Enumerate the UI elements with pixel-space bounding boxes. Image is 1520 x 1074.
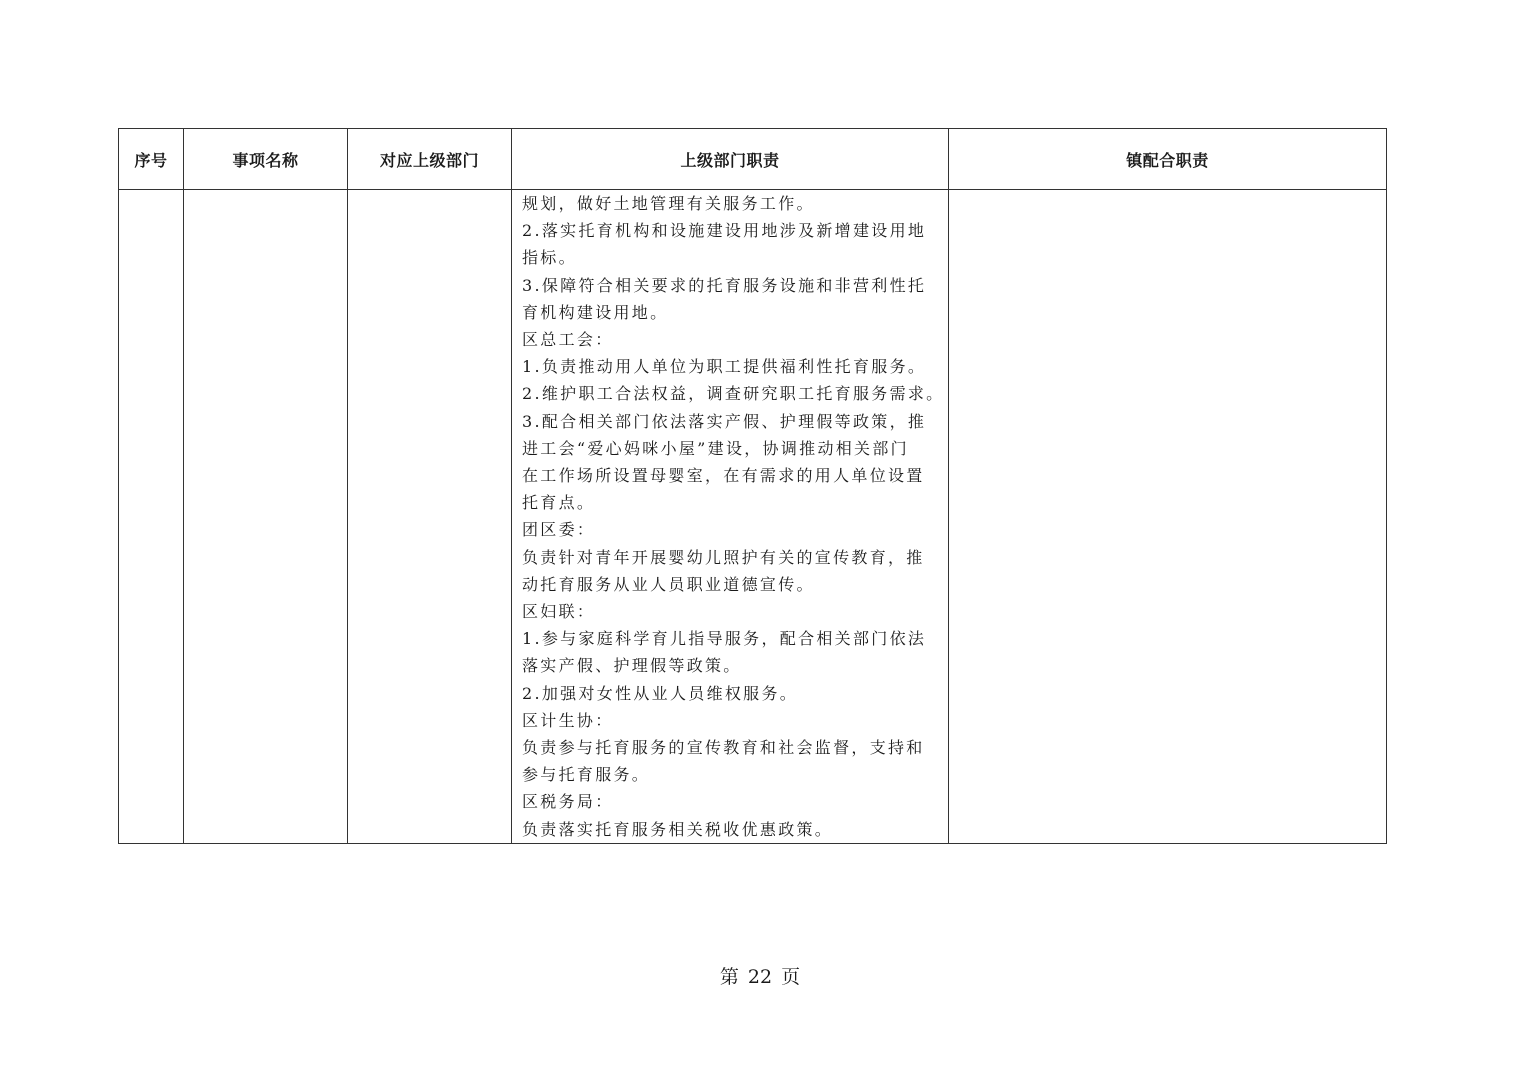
duty-line: 2.加强对女性从业人员维权服务。: [522, 683, 799, 703]
duty-line: 落实产假、护理假等政策。: [522, 656, 742, 676]
duty-line: 负责落实托育服务相关税收优惠政策。: [522, 819, 834, 839]
duty-line: 团区委：: [522, 520, 596, 540]
duty-line: 进工会“爱心妈咪小屋”建设，协调推动相关部门: [522, 438, 909, 458]
duty-line: 负责针对青年开展婴幼儿照护有关的宣传教育，推: [522, 547, 925, 567]
cell-superior-dept: [348, 190, 512, 844]
table-row: [119, 190, 1387, 844]
duty-line: 参与托育服务。: [522, 765, 651, 785]
page-suffix: 页: [781, 966, 801, 988]
cell-town-duties: [949, 190, 1387, 844]
duty-line: 3.配合相关部门依法落实产假、护理假等政策，推: [522, 411, 927, 431]
duty-line: 区计生协：: [522, 710, 614, 730]
header-superior-duties: 上级部门职责: [512, 129, 949, 190]
cell-item-name: [184, 190, 348, 844]
header-item-name: 事项名称: [184, 129, 348, 190]
duty-line: 区妇联：: [522, 602, 596, 622]
cell-seq: [119, 190, 184, 844]
table-header-row: [119, 129, 1387, 190]
page-prefix: 第: [719, 966, 739, 988]
header-town-duties: 镇配合职责: [949, 129, 1387, 190]
duty-line: 区总工会：: [522, 330, 614, 350]
header-seq: 序号: [119, 129, 184, 190]
cell-superior-duties: [512, 190, 949, 844]
duty-line: 2.维护职工合法权益，调查研究职工托育服务需求。: [522, 384, 945, 404]
header-superior-dept: 对应上级部门: [348, 129, 512, 190]
duty-line: 动托育服务从业人员职业道德宣传。: [522, 574, 815, 594]
page-number-footer: [0, 962, 1520, 989]
page-number: 22: [747, 966, 773, 988]
duty-line: 指标。: [522, 248, 577, 268]
duty-line: 负责参与托育服务的宣传教育和社会监督，支持和: [522, 738, 925, 758]
duty-line: 2.落实托育机构和设施建设用地涉及新增建设用地: [522, 221, 927, 241]
duty-line: 1.负责推动用人单位为职工提供福利性托育服务。: [522, 357, 927, 377]
duty-line: 育机构建设用地。: [522, 302, 669, 322]
duty-line: 在工作场所设置母婴室，在有需求的用人单位设置: [522, 466, 925, 486]
duty-line: 区税务局：: [522, 792, 614, 812]
duty-line: 托育点。: [522, 493, 596, 513]
duties-table: [118, 128, 1387, 844]
duty-line: 3.保障符合相关要求的托育服务设施和非营利性托: [522, 275, 927, 295]
duty-line: 规划，做好土地管理有关服务工作。: [522, 194, 815, 213]
duty-line: 1.参与家庭科学育儿指导服务，配合相关部门依法: [522, 629, 927, 649]
